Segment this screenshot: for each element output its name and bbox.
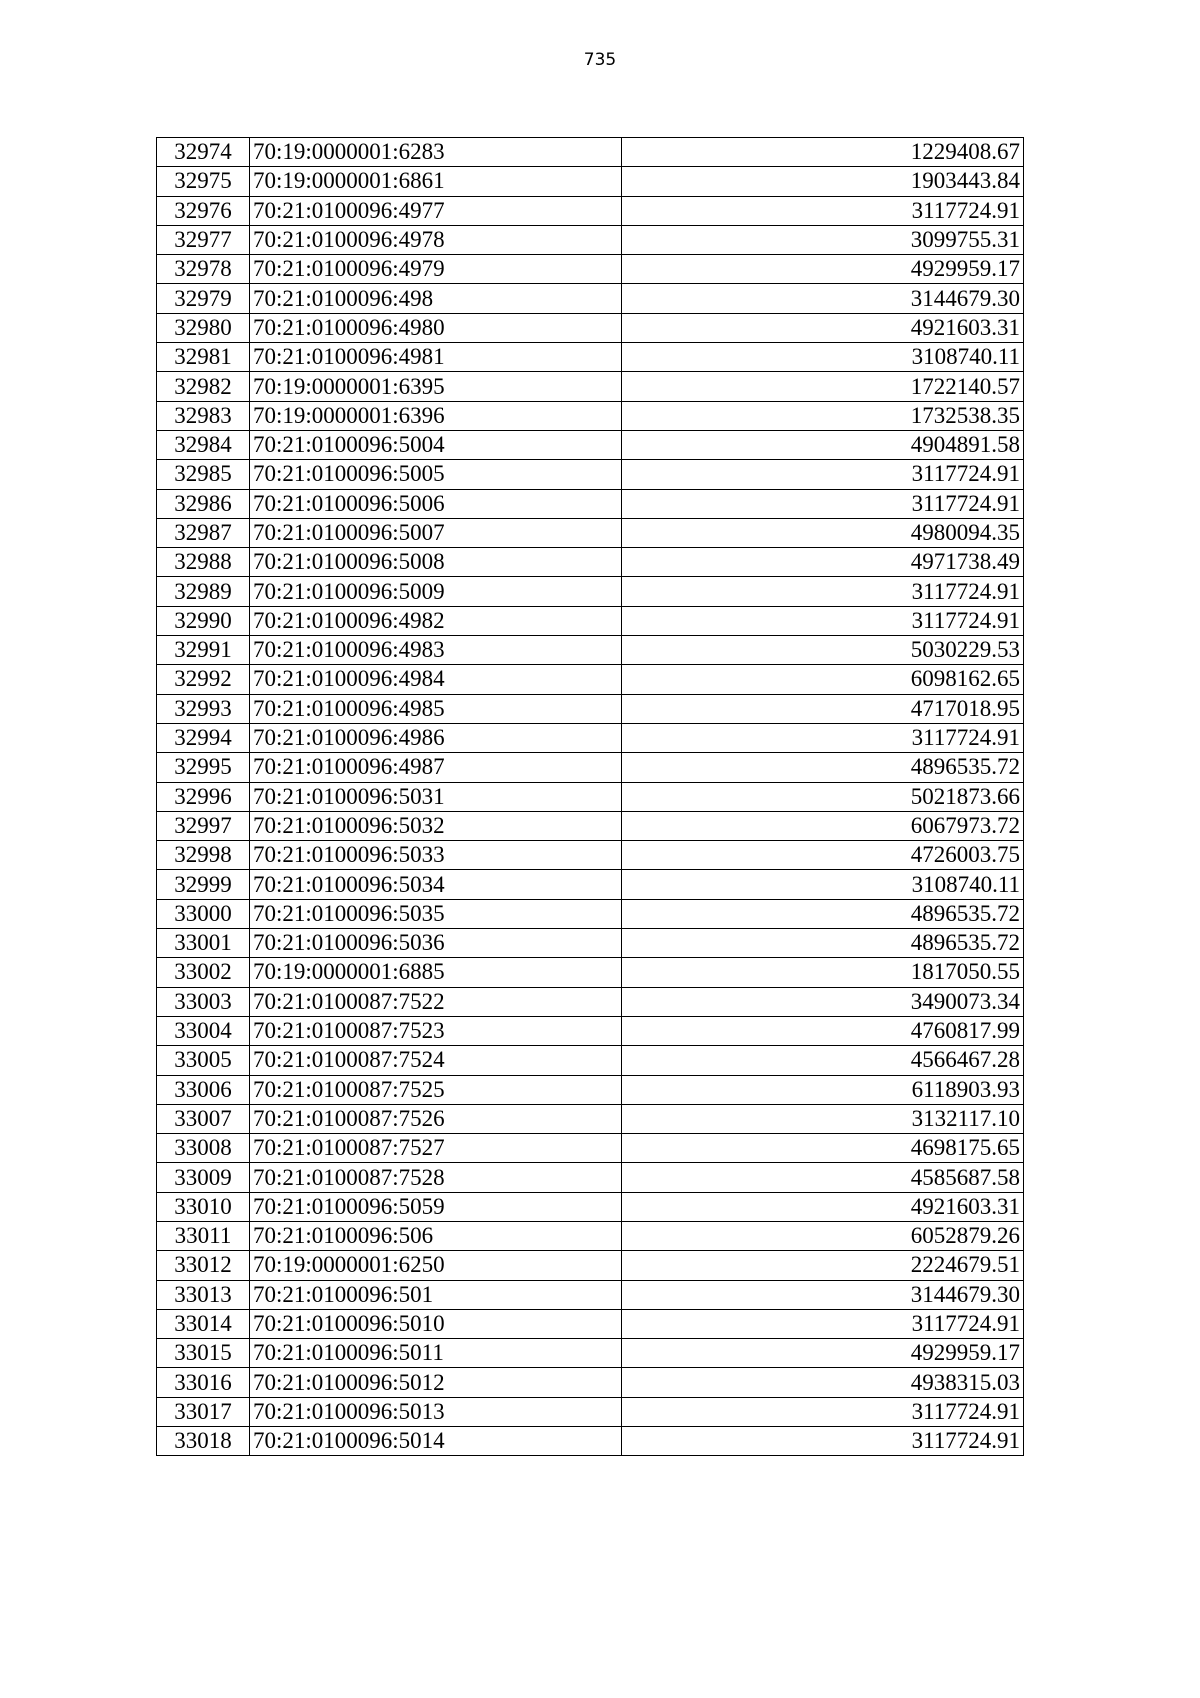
value-cell: 4921603.31 bbox=[622, 1192, 1024, 1221]
table-row bbox=[157, 753, 1024, 782]
row-number-cell: 33005 bbox=[157, 1046, 250, 1075]
value-cell: 4698175.65 bbox=[622, 1134, 1024, 1163]
row-number-cell: 33007 bbox=[157, 1104, 250, 1133]
cadastral-number-cell: 70:21:0100087:7527 bbox=[250, 1134, 622, 1163]
cadastral-number-cell: 70:21:0100096:5034 bbox=[250, 870, 622, 899]
row-number-cell: 33002 bbox=[157, 958, 250, 987]
value-cell: 1903443.84 bbox=[622, 167, 1024, 196]
row-number-cell: 33013 bbox=[157, 1280, 250, 1309]
cadastral-number-cell: 70:21:0100096:4982 bbox=[250, 606, 622, 635]
table-row bbox=[157, 782, 1024, 811]
cadastral-number-cell: 70:19:0000001:6395 bbox=[250, 372, 622, 401]
value-cell: 6067973.72 bbox=[622, 811, 1024, 840]
value-cell: 4938315.03 bbox=[622, 1368, 1024, 1397]
cadastral-number-cell: 70:21:0100096:5004 bbox=[250, 430, 622, 459]
cadastral-number-cell: 70:19:0000001:6396 bbox=[250, 401, 622, 430]
table-row bbox=[157, 1192, 1024, 1221]
table-row bbox=[157, 665, 1024, 694]
row-number-cell: 32994 bbox=[157, 723, 250, 752]
table-row bbox=[157, 811, 1024, 840]
row-number-cell: 32979 bbox=[157, 284, 250, 313]
table-row bbox=[157, 401, 1024, 430]
value-cell: 3144679.30 bbox=[622, 1280, 1024, 1309]
cadastral-number-cell: 70:21:0100096:5032 bbox=[250, 811, 622, 840]
value-cell: 6118903.93 bbox=[622, 1075, 1024, 1104]
row-number-cell: 33001 bbox=[157, 929, 250, 958]
value-cell: 3117724.91 bbox=[622, 723, 1024, 752]
value-cell: 3117724.91 bbox=[622, 1309, 1024, 1338]
value-cell: 6052879.26 bbox=[622, 1221, 1024, 1250]
table-row bbox=[157, 255, 1024, 284]
row-number-cell: 32976 bbox=[157, 196, 250, 225]
row-number-cell: 33015 bbox=[157, 1339, 250, 1368]
table-row bbox=[157, 606, 1024, 635]
value-cell: 3108740.11 bbox=[622, 870, 1024, 899]
row-number-cell: 33018 bbox=[157, 1427, 250, 1456]
row-number-cell: 32986 bbox=[157, 489, 250, 518]
value-cell: 4717018.95 bbox=[622, 694, 1024, 723]
value-cell: 4726003.75 bbox=[622, 841, 1024, 870]
row-number-cell: 33003 bbox=[157, 987, 250, 1016]
page-number: 735 bbox=[583, 50, 617, 70]
row-number-cell: 32982 bbox=[157, 372, 250, 401]
cadastral-number-cell: 70:21:0100096:498 bbox=[250, 284, 622, 313]
table-row bbox=[157, 138, 1024, 167]
row-number-cell: 32991 bbox=[157, 636, 250, 665]
cadastral-number-cell: 70:21:0100096:4983 bbox=[250, 636, 622, 665]
table-row bbox=[157, 460, 1024, 489]
row-number-cell: 32984 bbox=[157, 430, 250, 459]
table-row bbox=[157, 1046, 1024, 1075]
cadastral-number-cell: 70:21:0100087:7524 bbox=[250, 1046, 622, 1075]
table-row bbox=[157, 548, 1024, 577]
value-cell: 2224679.51 bbox=[622, 1251, 1024, 1280]
table-row bbox=[157, 870, 1024, 899]
row-number-cell: 33014 bbox=[157, 1309, 250, 1338]
row-number-cell: 33000 bbox=[157, 899, 250, 928]
cadastral-number-cell: 70:21:0100096:4980 bbox=[250, 313, 622, 342]
row-number-cell: 32997 bbox=[157, 811, 250, 840]
table-row bbox=[157, 723, 1024, 752]
table-row bbox=[157, 987, 1024, 1016]
table-row bbox=[157, 899, 1024, 928]
table-row bbox=[157, 1104, 1024, 1133]
value-cell: 4760817.99 bbox=[622, 1016, 1024, 1045]
row-number-cell: 33008 bbox=[157, 1134, 250, 1163]
value-cell: 4896535.72 bbox=[622, 929, 1024, 958]
value-cell: 4585687.58 bbox=[622, 1163, 1024, 1192]
cadastral-number-cell: 70:19:0000001:6283 bbox=[250, 138, 622, 167]
value-cell: 4929959.17 bbox=[622, 1339, 1024, 1368]
table-row bbox=[157, 1016, 1024, 1045]
cadastral-number-cell: 70:21:0100096:5012 bbox=[250, 1368, 622, 1397]
table-row bbox=[157, 1251, 1024, 1280]
cadastral-number-cell: 70:21:0100096:5033 bbox=[250, 841, 622, 870]
cadastral-number-cell: 70:21:0100096:5031 bbox=[250, 782, 622, 811]
table-row bbox=[157, 958, 1024, 987]
row-number-cell: 33017 bbox=[157, 1397, 250, 1426]
value-cell: 1817050.55 bbox=[622, 958, 1024, 987]
value-cell: 5021873.66 bbox=[622, 782, 1024, 811]
table-row bbox=[157, 1163, 1024, 1192]
cadastral-number-cell: 70:21:0100096:5013 bbox=[250, 1397, 622, 1426]
table-row bbox=[157, 518, 1024, 547]
table-row bbox=[157, 489, 1024, 518]
registry-table bbox=[156, 137, 1024, 1456]
row-number-cell: 33012 bbox=[157, 1251, 250, 1280]
value-cell: 3117724.91 bbox=[622, 1427, 1024, 1456]
table-row bbox=[157, 284, 1024, 313]
cadastral-number-cell: 70:21:0100096:4981 bbox=[250, 343, 622, 372]
cadastral-number-cell: 70:21:0100096:5011 bbox=[250, 1339, 622, 1368]
value-cell: 1722140.57 bbox=[622, 372, 1024, 401]
value-cell: 3490073.34 bbox=[622, 987, 1024, 1016]
value-cell: 1732538.35 bbox=[622, 401, 1024, 430]
value-cell: 4929959.17 bbox=[622, 255, 1024, 284]
row-number-cell: 33009 bbox=[157, 1163, 250, 1192]
value-cell: 3117724.91 bbox=[622, 606, 1024, 635]
row-number-cell: 32980 bbox=[157, 313, 250, 342]
cadastral-number-cell: 70:21:0100096:5059 bbox=[250, 1192, 622, 1221]
table-row bbox=[157, 1221, 1024, 1250]
cadastral-number-cell: 70:21:0100096:5008 bbox=[250, 548, 622, 577]
value-cell: 3099755.31 bbox=[622, 225, 1024, 254]
cadastral-number-cell: 70:21:0100096:4986 bbox=[250, 723, 622, 752]
value-cell: 3117724.91 bbox=[622, 489, 1024, 518]
cadastral-number-cell: 70:21:0100096:4985 bbox=[250, 694, 622, 723]
table-row bbox=[157, 1134, 1024, 1163]
row-number-cell: 33016 bbox=[157, 1368, 250, 1397]
row-number-cell: 32996 bbox=[157, 782, 250, 811]
table-row bbox=[157, 1368, 1024, 1397]
value-cell: 4904891.58 bbox=[622, 430, 1024, 459]
value-cell: 4921603.31 bbox=[622, 313, 1024, 342]
table-row bbox=[157, 1309, 1024, 1338]
table-row bbox=[157, 694, 1024, 723]
row-number-cell: 32987 bbox=[157, 518, 250, 547]
row-number-cell: 32985 bbox=[157, 460, 250, 489]
cadastral-number-cell: 70:21:0100096:4987 bbox=[250, 753, 622, 782]
row-number-cell: 32975 bbox=[157, 167, 250, 196]
table-row bbox=[157, 1075, 1024, 1104]
cadastral-number-cell: 70:21:0100096:5035 bbox=[250, 899, 622, 928]
cadastral-number-cell: 70:21:0100096:4978 bbox=[250, 225, 622, 254]
row-number-cell: 32999 bbox=[157, 870, 250, 899]
table-row bbox=[157, 372, 1024, 401]
table-row bbox=[157, 1339, 1024, 1368]
table-row bbox=[157, 343, 1024, 372]
value-cell: 3108740.11 bbox=[622, 343, 1024, 372]
value-cell: 3132117.10 bbox=[622, 1104, 1024, 1133]
row-number-cell: 32990 bbox=[157, 606, 250, 635]
cadastral-number-cell: 70:21:0100096:5005 bbox=[250, 460, 622, 489]
table-row bbox=[157, 196, 1024, 225]
row-number-cell: 33010 bbox=[157, 1192, 250, 1221]
table-row bbox=[157, 636, 1024, 665]
value-cell: 3117724.91 bbox=[622, 196, 1024, 225]
cadastral-number-cell: 70:19:0000001:6885 bbox=[250, 958, 622, 987]
table-row bbox=[157, 1427, 1024, 1456]
cadastral-number-cell: 70:21:0100087:7522 bbox=[250, 987, 622, 1016]
cadastral-number-cell: 70:21:0100096:5010 bbox=[250, 1309, 622, 1338]
row-number-cell: 33004 bbox=[157, 1016, 250, 1045]
table-row bbox=[157, 577, 1024, 606]
cadastral-number-cell: 70:21:0100087:7523 bbox=[250, 1016, 622, 1045]
value-cell: 3144679.30 bbox=[622, 284, 1024, 313]
value-cell: 4971738.49 bbox=[622, 548, 1024, 577]
cadastral-number-cell: 70:21:0100096:5009 bbox=[250, 577, 622, 606]
cadastral-number-cell: 70:21:0100096:4979 bbox=[250, 255, 622, 284]
table-row bbox=[157, 167, 1024, 196]
row-number-cell: 32977 bbox=[157, 225, 250, 254]
cadastral-number-cell: 70:21:0100096:4984 bbox=[250, 665, 622, 694]
table-row bbox=[157, 841, 1024, 870]
value-cell: 4980094.35 bbox=[622, 518, 1024, 547]
cadastral-number-cell: 70:21:0100096:5006 bbox=[250, 489, 622, 518]
table-row bbox=[157, 1397, 1024, 1426]
row-number-cell: 32998 bbox=[157, 841, 250, 870]
cadastral-number-cell: 70:19:0000001:6861 bbox=[250, 167, 622, 196]
table-row bbox=[157, 225, 1024, 254]
cadastral-number-cell: 70:21:0100096:5036 bbox=[250, 929, 622, 958]
row-number-cell: 32974 bbox=[157, 138, 250, 167]
value-cell: 5030229.53 bbox=[622, 636, 1024, 665]
row-number-cell: 32995 bbox=[157, 753, 250, 782]
cadastral-number-cell: 70:21:0100087:7528 bbox=[250, 1163, 622, 1192]
row-number-cell: 32981 bbox=[157, 343, 250, 372]
row-number-cell: 32988 bbox=[157, 548, 250, 577]
row-number-cell: 32983 bbox=[157, 401, 250, 430]
row-number-cell: 32992 bbox=[157, 665, 250, 694]
cadastral-number-cell: 70:21:0100096:501 bbox=[250, 1280, 622, 1309]
row-number-cell: 32978 bbox=[157, 255, 250, 284]
table-row bbox=[157, 430, 1024, 459]
table-row bbox=[157, 313, 1024, 342]
row-number-cell: 32993 bbox=[157, 694, 250, 723]
value-cell: 3117724.91 bbox=[622, 1397, 1024, 1426]
cadastral-number-cell: 70:21:0100087:7525 bbox=[250, 1075, 622, 1104]
cadastral-number-cell: 70:21:0100096:5014 bbox=[250, 1427, 622, 1456]
value-cell: 4566467.28 bbox=[622, 1046, 1024, 1075]
value-cell: 6098162.65 bbox=[622, 665, 1024, 694]
cadastral-number-cell: 70:21:0100087:7526 bbox=[250, 1104, 622, 1133]
cadastral-number-cell: 70:21:0100096:4977 bbox=[250, 196, 622, 225]
cadastral-number-cell: 70:21:0100096:5007 bbox=[250, 518, 622, 547]
value-cell: 4896535.72 bbox=[622, 899, 1024, 928]
row-number-cell: 33006 bbox=[157, 1075, 250, 1104]
table-row bbox=[157, 1280, 1024, 1309]
value-cell: 3117724.91 bbox=[622, 460, 1024, 489]
cadastral-number-cell: 70:21:0100096:506 bbox=[250, 1221, 622, 1250]
table-row bbox=[157, 929, 1024, 958]
value-cell: 3117724.91 bbox=[622, 577, 1024, 606]
table-body bbox=[157, 138, 1024, 1456]
cadastral-number-cell: 70:19:0000001:6250 bbox=[250, 1251, 622, 1280]
row-number-cell: 32989 bbox=[157, 577, 250, 606]
row-number-cell: 33011 bbox=[157, 1221, 250, 1250]
value-cell: 1229408.67 bbox=[622, 138, 1024, 167]
value-cell: 4896535.72 bbox=[622, 753, 1024, 782]
